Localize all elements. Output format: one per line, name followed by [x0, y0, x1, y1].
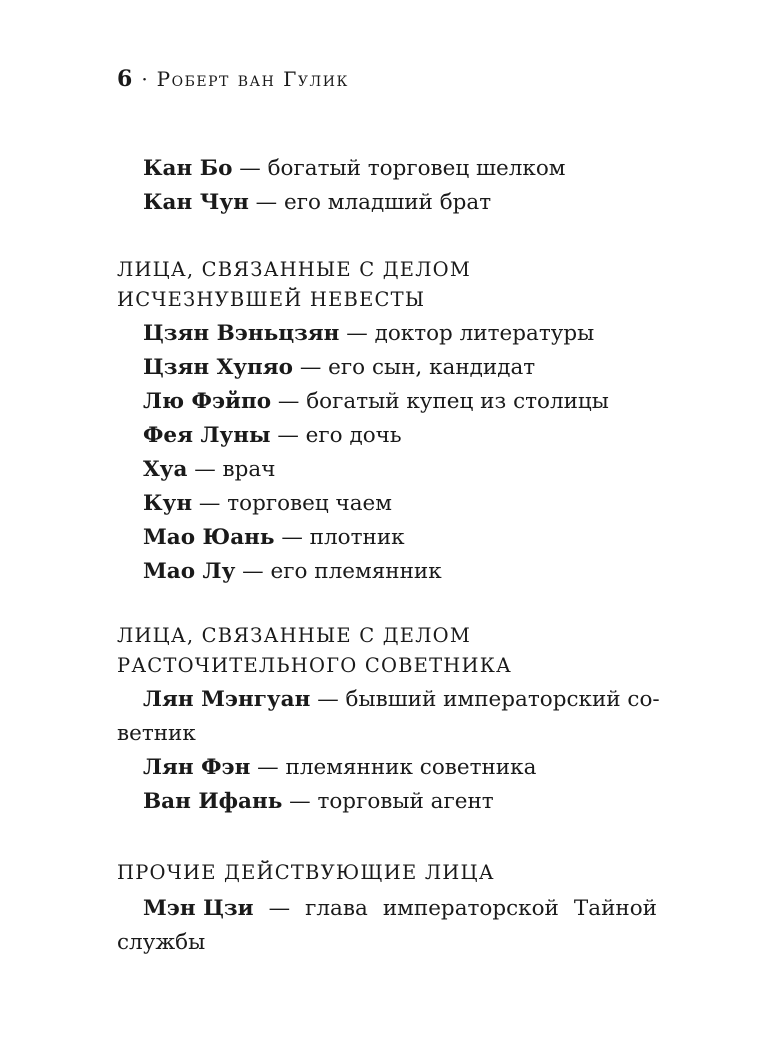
character-entry: [117, 186, 657, 220]
character-description-continued: службы: [117, 930, 206, 955]
character-name: Ван Ифань: [143, 789, 283, 814]
character-description: — богатый купец из столицы: [271, 389, 609, 414]
character-entry: [117, 521, 657, 555]
character-description-continued: ветник: [117, 721, 196, 746]
character-description: — бывший императорский со-: [310, 687, 660, 712]
character-name: Мао Юань: [143, 525, 275, 550]
character-description: — торговый агент: [282, 789, 494, 814]
section-heading-continued: РАСТОЧИТЕЛЬНОГО СОВЕТНИКА: [117, 654, 512, 677]
character-name: Лян Мэнгуан: [143, 687, 311, 712]
section-heading: ЛИЦА, СВЯЗАННЫЕ С ДЕЛОМ: [117, 624, 472, 647]
character-name: Фея Луны: [143, 423, 271, 448]
character-description: — его племянник: [235, 559, 442, 584]
character-entry: [117, 751, 657, 785]
character-name: Хуа: [143, 457, 188, 482]
character-entry: [117, 317, 657, 351]
section-heading-continued: ИСЧЕЗНУВШЕЙ НЕВЕСТЫ: [117, 288, 426, 311]
character-description: — богатый торговец шелком: [232, 156, 566, 181]
character-entry: [117, 419, 657, 453]
character-name: Лю Фэйпо: [143, 389, 272, 414]
character-entry: [117, 487, 657, 521]
section-heading: ЛИЦА, СВЯЗАННЫЕ С ДЕЛОМ: [117, 258, 472, 281]
character-group-wasteful-councillor: [117, 621, 660, 819]
character-description: — врач: [187, 457, 276, 482]
running-head-separator: ·: [141, 67, 149, 91]
character-group-vanished-bride: [117, 255, 657, 589]
character-name: Мао Лу: [143, 559, 236, 584]
character-entry: [117, 385, 657, 419]
character-entry: [117, 351, 657, 385]
character-description: — его младший брат: [248, 190, 492, 215]
running-head-author: Роберт ван Гулик: [156, 67, 349, 91]
character-name: Лян Фэн: [143, 755, 251, 780]
character-name: Кан Чун: [143, 190, 249, 215]
character-group-others: [117, 858, 657, 960]
character-entry: [117, 683, 660, 751]
character-description: — его дочь: [270, 423, 402, 448]
character-description: — плотник: [274, 525, 405, 550]
character-description: — его сын, кандидат: [293, 355, 536, 380]
character-entry: [117, 453, 657, 487]
section-heading: ПРОЧИЕ ДЕЙСТВУЮЩИЕ ЛИЦА: [117, 861, 495, 884]
character-name: Цзян Вэньцзян: [143, 321, 340, 346]
description-dash: —: [268, 896, 291, 921]
character-description: — доктор литературы: [339, 321, 595, 346]
character-entry: [117, 785, 657, 819]
description-word: глава: [305, 896, 368, 921]
character-name: Кун: [143, 491, 193, 516]
page-number: 6: [117, 66, 134, 92]
character-entry: [117, 152, 657, 186]
description-word: императорской: [382, 896, 559, 921]
character-name: Цзян Хупяо: [143, 355, 294, 380]
character-group-merchants: [117, 152, 657, 220]
character-name: Кан Бо: [143, 156, 233, 181]
character-description: — племянник советника: [250, 755, 537, 780]
character-entry: [117, 555, 657, 589]
description-word: Тайной: [573, 896, 657, 921]
character-entry: [117, 892, 657, 960]
character-description: — торговец чаем: [192, 491, 393, 516]
character-name: Мэн Цзи: [143, 896, 254, 921]
running-head: [117, 66, 349, 92]
